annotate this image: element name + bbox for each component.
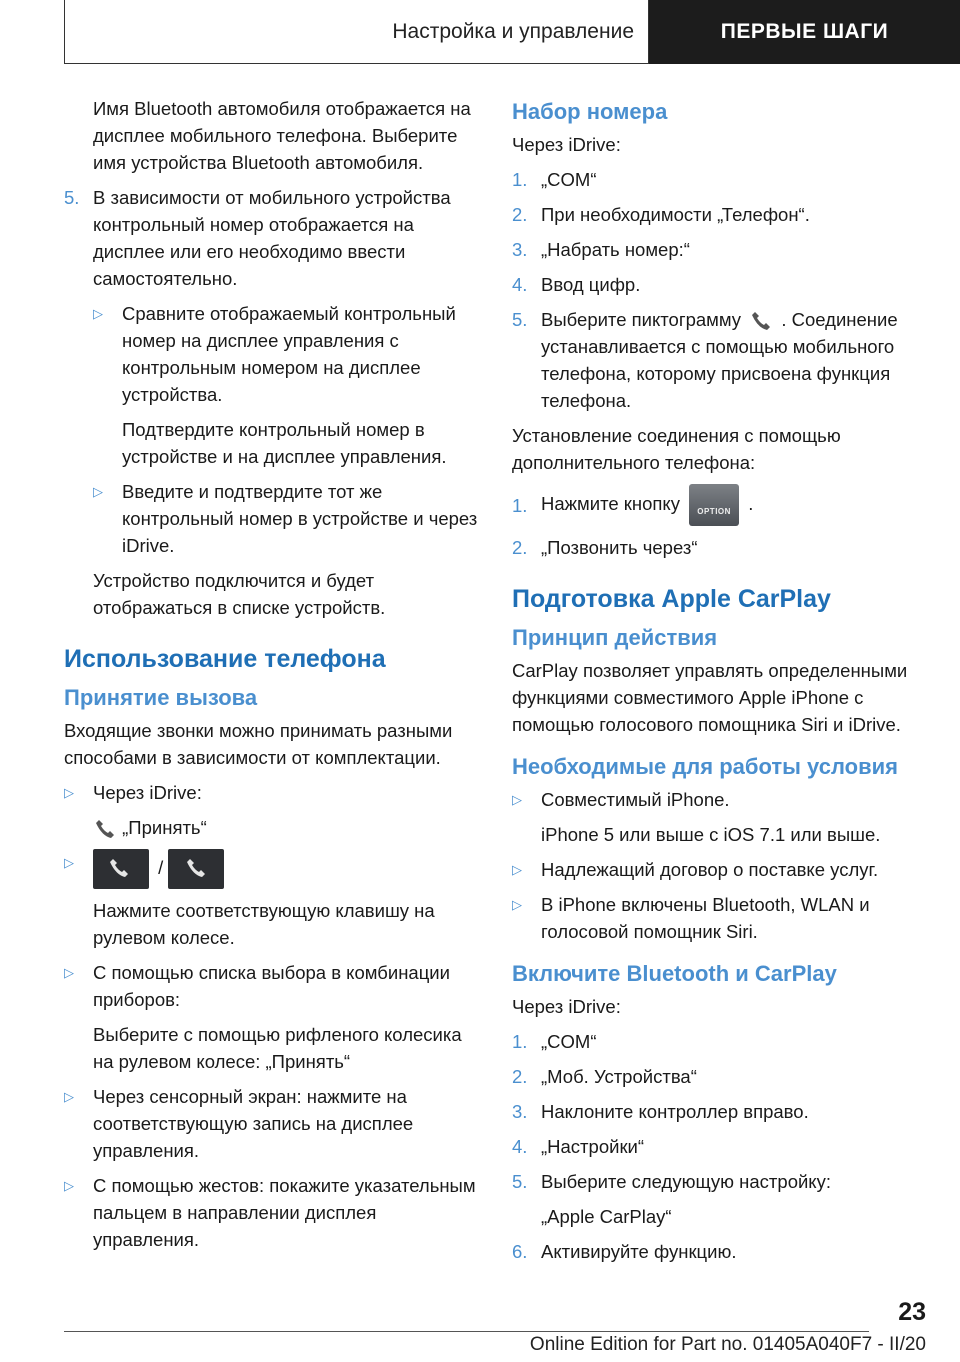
- step-text-post: . Соединение устанавливается с помощью мобильного телефона, которому присвоена функция телефона.: [541, 309, 898, 412]
- phone-handset-icon: [746, 309, 776, 333]
- bullet-text: Совместимый iPhone.: [541, 789, 730, 811]
- bullet-touchscreen: [64, 1083, 480, 1164]
- dial-step-4: [512, 271, 932, 298]
- enable-step-2: [512, 1063, 932, 1090]
- extra-step-1: [512, 484, 932, 526]
- bullet-subtext: Нажмите соответствующую клавишу на рулевом колесе.: [93, 900, 435, 949]
- step-number: 1.: [512, 1031, 528, 1053]
- heading-principle: Принцип действия: [512, 625, 718, 651]
- extra-phone-intro: Установление соединения с помощью дополнительного телефона:: [512, 425, 841, 474]
- bullet-text: Через iDrive:: [93, 782, 202, 803]
- option-button-label: OPTION: [697, 507, 731, 517]
- step-text: Ввод цифр.: [541, 274, 641, 295]
- phone-handset-icon: [168, 849, 224, 889]
- bullet-subtext: Подтвердите контрольный номер в устройстве и на дисплее управления.: [122, 419, 447, 467]
- accept-intro: Входящие звонки можно принимать разными способами в зависимости от комплектации.: [64, 720, 453, 768]
- header-section-title: [64, 0, 649, 64]
- left-column: [64, 95, 480, 1261]
- step-number: 1.: [512, 494, 528, 516]
- accept-label: „Принять“: [122, 817, 207, 838]
- step-text: „COM“: [541, 169, 597, 190]
- step-text: „Набрать номер:“: [541, 239, 690, 260]
- bullet-enter: [93, 478, 480, 559]
- heading-carplay: Подготовка Apple CarPlay: [512, 585, 831, 614]
- enable-step-4: [512, 1133, 932, 1160]
- step-number: 3.: [512, 239, 528, 260]
- req-bullet-1: [512, 786, 932, 813]
- page-number: 23: [898, 1298, 926, 1326]
- separator-slash: /: [158, 857, 164, 878]
- bullet-triangle-icon: ▷: [93, 484, 103, 499]
- bullet-triangle-icon: ▷: [512, 862, 522, 878]
- enable-step-1: [512, 1028, 932, 1055]
- step-text: Выберите следующую настройку:: [541, 1171, 832, 1193]
- step-number: 4.: [512, 1136, 528, 1158]
- step-text: „Настройки“: [541, 1136, 645, 1158]
- heading-enable: Включите Bluetooth и CarPlay: [512, 961, 837, 987]
- dial-step-5: [512, 306, 932, 414]
- req-bullet-2: [512, 856, 932, 883]
- bullet-text: С помощью жестов: покажите указательным пальцем в направлении дисплея управления.: [93, 1175, 476, 1251]
- enable-step-3: [512, 1098, 932, 1125]
- step-number: 2.: [512, 537, 528, 559]
- dial-step-2: [512, 201, 932, 228]
- option-button-icon: [689, 484, 739, 526]
- enable-intro: Через iDrive:: [512, 996, 621, 1018]
- bullet-triangle-icon: ▷: [93, 306, 103, 321]
- chapter-title-text: ПЕРВЫЕ ШАГИ: [720, 20, 889, 43]
- bullet-steering-keys: [64, 849, 480, 889]
- bullet-subtext: [93, 814, 480, 841]
- phone-handset-icon: [93, 817, 117, 841]
- bullet-text: Через сенсорный экран: нажмите на соответствующую запись на дисплее управления.: [93, 1086, 414, 1162]
- heading-use-phone: Использование телефона: [64, 645, 386, 673]
- bullet-text: Введите и подтвердите тот же контрольный номер в устройстве и через iDrive.: [122, 481, 478, 556]
- heading-accept-call: Принятие вызова: [64, 685, 258, 710]
- dial-step-1: [512, 166, 932, 193]
- step-number: 5.: [512, 309, 528, 330]
- step-text: В зависимости от мобильного устройства контрольный номер отображается на дисплее или его необходимо ввести самостоятельно.: [93, 187, 451, 289]
- step-5: [64, 184, 480, 292]
- steering-wheel-call-button: [93, 849, 149, 889]
- extra-step-2: [512, 534, 932, 561]
- step-text: „COM“: [541, 1031, 597, 1053]
- intro-paragraph: Имя Bluetooth автомобиля отображается на дисплее мобильного телефона. Выберите имя устройства Bluetooth автомобиля.: [93, 98, 471, 173]
- steering-wheel-phone-button: [168, 849, 224, 889]
- bullet-instrument-list: [64, 959, 480, 1013]
- bullet-subtext: iPhone 5 или выше с iOS 7.1 или выше.: [541, 824, 881, 846]
- header-chapter-tab: [649, 0, 960, 64]
- bullet-gestures: [64, 1172, 480, 1253]
- footer-edition: Online Edition for Part no. 01405A040F7 - II/20: [529, 1334, 926, 1355]
- step-number: 6.: [512, 1241, 528, 1263]
- step-number: 2.: [512, 204, 528, 225]
- bullet-triangle-icon: ▷: [64, 1089, 74, 1105]
- step-text: Активируйте функцию.: [541, 1241, 737, 1263]
- principle-text: CarPlay позволяет управлять определенными функциями совместимого Apple iPhone с помощью голосового помощника Siri и iDrive.: [512, 660, 908, 736]
- bullet-triangle-icon: ▷: [512, 792, 522, 808]
- step-subtext: „Apple CarPlay“: [541, 1206, 672, 1228]
- bullet-compare: [93, 300, 480, 408]
- bullet-triangle-icon: ▷: [512, 897, 522, 913]
- bullet-text: Сравните отображаемый контрольный номер на дисплее управления с контрольным номером на дисплее устройства.: [122, 303, 456, 405]
- outro-paragraph: Устройство подключится и будет отображаться в списке устройств.: [93, 570, 386, 618]
- bullet-subtext: Выберите с помощью рифленого колесика на рулевом колесе: „Принять“: [93, 1024, 462, 1073]
- right-column: [512, 95, 932, 1273]
- bullet-triangle-icon: ▷: [64, 1178, 74, 1194]
- section-title-text: Настройка и управление: [392, 19, 634, 43]
- step-number: 4.: [512, 274, 528, 295]
- bullet-idrive: [64, 779, 480, 806]
- step-number: 2.: [512, 1066, 528, 1088]
- req-bullet-3: [512, 891, 932, 945]
- step-text-pre: Выберите пиктограмму: [541, 309, 742, 330]
- dial-step-3: [512, 236, 932, 263]
- step-number: 5.: [64, 187, 80, 208]
- step-text: „Позвонить через“: [541, 537, 698, 559]
- step-number: 1.: [512, 169, 528, 190]
- step-number: 5.: [512, 1171, 528, 1193]
- dial-intro: Через iDrive:: [512, 134, 621, 155]
- phone-handset-icon: [93, 849, 149, 889]
- step-text: „Моб. Устройства“: [541, 1066, 697, 1088]
- bullet-triangle-icon: ▷: [64, 965, 74, 981]
- step-text: При необходимости „Телефон“.: [541, 204, 810, 225]
- enable-step-6: [512, 1238, 932, 1265]
- bullet-triangle-icon: ▷: [64, 785, 74, 800]
- bullet-text: С помощью списка выбора в комбинации приборов:: [93, 962, 450, 1011]
- step-text-pre: Нажмите кнопку: [541, 493, 680, 514]
- bullet-text: Надлежащий договор о поставке услуг.: [541, 859, 879, 881]
- bullet-text: В iPhone включены Bluetooth, WLAN и голосовой помощник Siri.: [541, 894, 870, 943]
- step-text-post: .: [748, 493, 754, 514]
- bullet-triangle-icon: ▷: [64, 855, 74, 871]
- heading-requirements: Необходимые для работы условия: [512, 754, 898, 780]
- step-text: Наклоните контроллер вправо.: [541, 1101, 809, 1123]
- enable-step-5: [512, 1168, 932, 1195]
- step-number: 3.: [512, 1101, 528, 1123]
- heading-dial-number: Набор номера: [512, 99, 668, 124]
- footer-divider: [64, 1331, 869, 1332]
